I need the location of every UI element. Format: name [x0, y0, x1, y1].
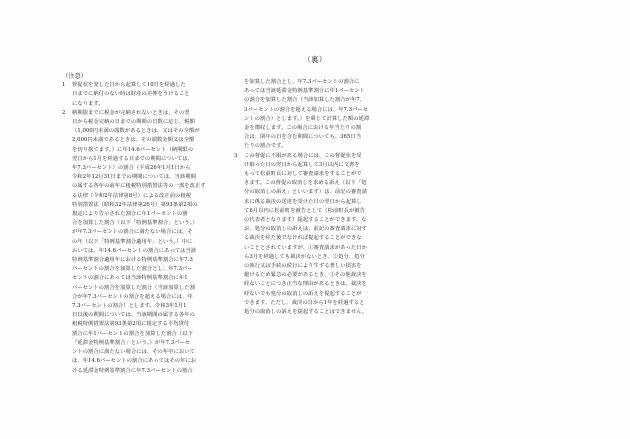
note-item-3: [234, 152, 412, 318]
note-text: 納期限までに税金が完納されないときは、その翌 日から税金完納の日までの期間の日数に応じ、税額 （1,000円未満の端数があるときは、又はその全額が 2,000円未満であるときは、その端数金額又は全額 を切り捨てます。）に年14.6パーセント（納期限の 翌日から1月を経過する日までの期間については、 年7.3パーセント）の割合（平成26年1月1日から 令和2年12月31日までの期間については、当該期間 の属する各年の前年に租税特別措置法等の一部を改正す る法律（令和2年法律第8号）による改正前の租税 特別措置法（昭和32年法律第26号）第93条第2項の 規定により告示された割合に年1パーセントの割 合を加算した割合（以下「特例基準割合」という。） が年7.3パーセントの割合に満たない場合には、そ の年（以下「特例基準割合適用年」という。）中に おいては、年14.6パーセントの割合にあっては当該 特例基準割合適用年における特例基準割合に年7.3 パーセントの割合を加算した割合とし、年7.3パー セントの割合にあっては当該特例基準割合に年1 パーセントの割合を加算した割合（当該加算した割 合が年7.3パーセントの割合を超える場合には、年 7.3パーセントの割合）とします。令和3年1月1 日以後の期間については、当該期間の属する各年の 租税特例措置法第93条第2項に規定する平均貸付 割合に年1パーセントの割合を加算した割合（以下 「延滞金特例基準割合」という。）が年7.3パーセ ントの割合に満たない場合には、その年中において は、年14.6パーセントの割合にあってはその年にお ける延滞金特例基準割合に年7.3パーセントの割合: [72, 109, 206, 374]
note-item-2: [62, 109, 240, 376]
note-text: この督促に不服がある場合には、この督促状を受 け取った日の翌日から起算して3月以内に文書を もって松前町長に対して審査請求をすることがで きます。この督促の取消しを求める訴え（以下「処 分の取消しの訴え」といいます）は、前記の審査請 求に係る裁決の送達を受けた日の翌日から起算し て6月以内に松前町を被告として（松前町長が被告 の代表者となります）提起することができます。な お、処分の取消しの訴えは、前記の審査請求に対す る裁決を経た後でなければ提起することができな いこととされていますが、①審査請求があった日か ら3月を経過しても裁決がないとき、②処分、処分 の執行又は手続の続行により生ずる著しい損害を 避けるため緊急の必要があるとき、③その他裁決を 経ないことにつき正当な理由があるときは、裁決を 経ないでも処分の取消しの訴えを提起することが できます。ただし、裁決の日から1年を経過すると 処分の取消しの訴えを提起することはできません。: [244, 152, 368, 316]
notes-right-column: [234, 78, 412, 317]
note-2-continuation: を加算した割合とし、年7.3パーセントの割合に あっては当該延滞金特例基準割合に年1パーセント の割合を加算した割合（当該加算した割合が年7. 3パーセントの割合を超える場合には、年7.3パーセ ントの割合）とします。）を乗じて計算した額の延滞 金を徴収します。この場合における年当たりの割 合は、閏年の日を含む期間についても、365日当 たりの割合です。: [244, 79, 370, 150]
note-number: 2: [62, 109, 66, 116]
note-text: 督促状を発した日から起算して10日を経過した 日までに納付のない時は財産の差押をうけること になります。: [72, 82, 190, 107]
notes-title: （注意）: [62, 73, 87, 80]
note-number: 3: [234, 152, 238, 159]
note-item-1: [62, 81, 240, 109]
page-heading: （裏）: [303, 55, 327, 64]
note-number: 1: [62, 82, 66, 89]
notes-left-column: [62, 72, 240, 376]
